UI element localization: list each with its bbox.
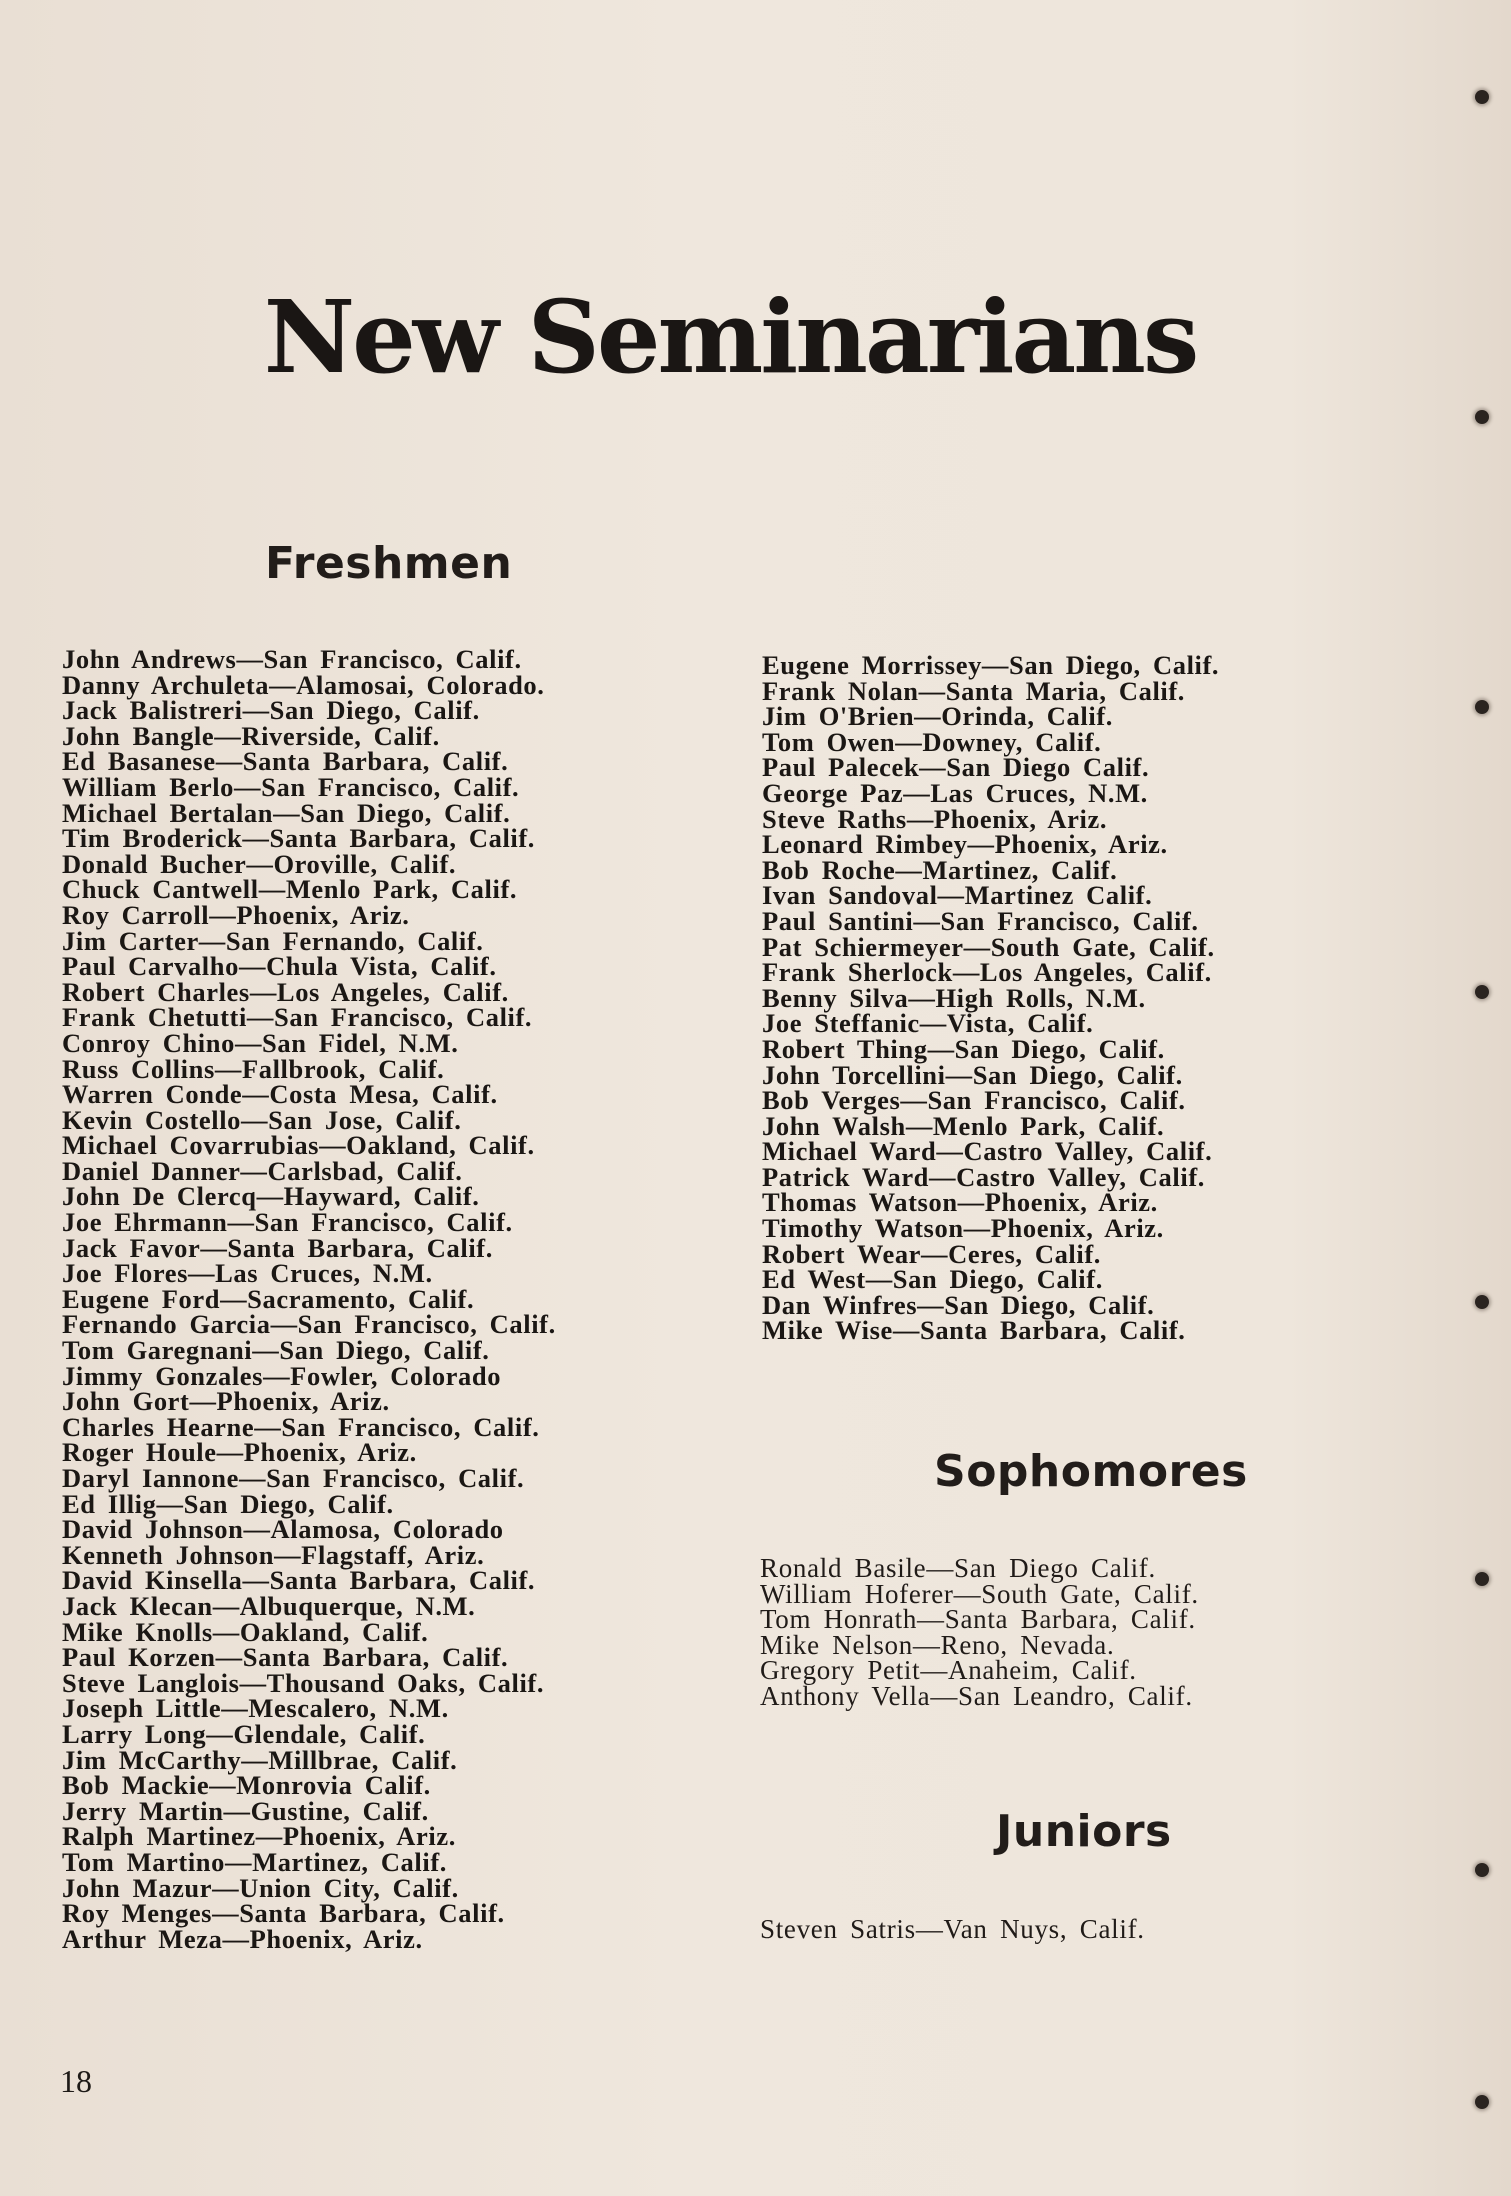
list-item: Joe Flores—Las Cruces, N.M. (62, 1258, 433, 1289)
binder-hole-icon (1475, 90, 1489, 104)
list-item: Paul Palecek—San Diego Calif. (762, 752, 1150, 783)
list-item: Bob Mackie—Monrovia Calif. (62, 1770, 431, 1801)
list-item: Ronald Basile—San Diego Calif. (760, 1553, 1156, 1583)
list-item: John Mazur—Union City, Calif. (62, 1872, 459, 1903)
list-item: Benny Silva—High Rolls, N.M. (762, 982, 1146, 1013)
list-item: Ed Basanese—Santa Barbara, Calif. (62, 746, 509, 777)
list-item: Robert Thing—San Diego, Calif. (762, 1033, 1165, 1064)
list-item: Daniel Danner—Carlsbad, Calif. (62, 1155, 463, 1186)
list-item: Warren Conde—Costa Mesa, Calif. (62, 1079, 498, 1110)
list-item: Paul Korzen—Santa Barbara, Calif. (62, 1642, 509, 1673)
list-item: Frank Chetutti—San Francisco, Calif. (62, 1002, 533, 1033)
list-item: Tim Broderick—Santa Barbara, Calif. (62, 823, 536, 854)
list-item: Jim O'Brien—Orinda, Calif. (762, 701, 1113, 732)
list-item: John Bangle—Riverside, Calif. (62, 720, 440, 751)
list-item: Donald Bucher—Oroville, Calif. (62, 848, 457, 879)
list-item: Danny Archuleta—Alamosai, Colorado. (62, 669, 545, 700)
list-item: Jimmy Gonzales—Fowler, Colorado (62, 1360, 502, 1391)
list-item: Jack Klecan—Albuquerque, N.M. (62, 1590, 476, 1621)
list-item: Timothy Watson—Phoenix, Ariz. (762, 1213, 1164, 1244)
list-item: Michael Bertalan—San Diego, Calif. (62, 797, 511, 828)
list-item: Mike Nelson—Reno, Nevada. (760, 1629, 1115, 1660)
list-item: Ralph Martinez—Phoenix, Ariz. (62, 1821, 456, 1852)
list-item: William Berlo—San Francisco, Calif. (62, 771, 520, 802)
page-number: 18 (60, 2063, 92, 2099)
list-item: Ed Illig—San Diego, Calif. (62, 1488, 394, 1519)
list-item: Gregory Petit—Anaheim, Calif. (760, 1655, 1137, 1686)
list-item: Jack Favor—Santa Barbara, Calif. (62, 1232, 493, 1263)
binder-hole-icon (1475, 700, 1489, 714)
juniors-heading: Juniors (996, 1806, 1172, 1857)
list-item: Joe Ehrmann—San Francisco, Calif. (62, 1207, 513, 1238)
list-item: Charles Hearne—San Francisco, Calif. (62, 1411, 540, 1442)
list-item: Steven Satris—Van Nuys, Calif. (760, 1914, 1145, 1944)
list-item: Tom Owen—Downey, Calif. (762, 726, 1102, 757)
list-item: Daryl Iannone—San Francisco, Calif. (62, 1463, 525, 1493)
list-item: Robert Charles—Los Angeles, Calif. (62, 976, 509, 1007)
binder-hole-icon (1475, 1295, 1489, 1309)
juniors-list (760, 1914, 1145, 1944)
list-item: Paul Santini—San Francisco, Calif. (762, 905, 1199, 936)
list-item: Leonard Rimbey—Phoenix, Ariz. (762, 829, 1168, 860)
list-item: John De Clercq—Hayward, Calif. (62, 1181, 480, 1212)
list-item: Jack Balistreri—San Diego, Calif. (62, 695, 480, 726)
list-item: Kenneth Johnson—Flagstaff, Ariz. (62, 1539, 485, 1570)
list-item: Patrick Ward—Castro Valley, Calif. (762, 1161, 1205, 1192)
list-item: Bob Verges—San Francisco, Calif. (762, 1085, 1186, 1116)
list-item: Jim McCarthy—Millbrae, Calif. (62, 1744, 458, 1775)
list-item: George Paz—Las Cruces, N.M. (762, 777, 1148, 808)
list-item: Bob Roche—Martinez, Calif. (762, 854, 1118, 885)
list-item: John Walsh—Menlo Park, Calif. (762, 1110, 1165, 1141)
list-item: Mike Knolls—Oakland, Calif. (62, 1616, 429, 1647)
list-item: Ed West—San Diego, Calif. (762, 1264, 1103, 1295)
list-item: Frank Sherlock—Los Angeles, Calif. (762, 957, 1212, 988)
list-item: Dan Winfres—San Diego, Calif. (762, 1289, 1155, 1320)
list-item: Tom Martino—Martinez, Calif. (62, 1846, 447, 1877)
list-item: David Kinsella—Santa Barbara, Calif. (62, 1565, 536, 1596)
list-item: William Hoferer—South Gate, Calif. (760, 1578, 1199, 1609)
list-item: Larry Long—Glendale, Calif. (62, 1718, 426, 1749)
list-item: Tom Honrath—Santa Barbara, Calif. (760, 1604, 1196, 1635)
binder-hole-icon (1475, 410, 1489, 424)
freshmen-list-right (762, 650, 1220, 1346)
list-item: Joseph Little—Mescalero, N.M. (62, 1693, 449, 1724)
sophomores-heading: Sophomores (934, 1446, 1248, 1497)
binder-hole-icon (1475, 1572, 1489, 1586)
binder-hole-icon (1475, 985, 1489, 999)
list-item: Mike Wise—Santa Barbara, Calif. (762, 1315, 1186, 1346)
binder-hole-icon (1475, 1863, 1489, 1877)
sophomores-list (760, 1553, 1199, 1711)
list-item: Paul Carvalho—Chula Vista, Calif. (62, 951, 497, 982)
freshmen-list-left (62, 644, 556, 1954)
list-item: Eugene Morrissey—San Diego, Calif. (762, 650, 1220, 680)
list-item: Tom Garegnani—San Diego, Calif. (62, 1335, 490, 1366)
list-item: Ivan Sandoval—Martinez Calif. (762, 880, 1153, 911)
list-item: Michael Covarrubias—Oakland, Calif. (62, 1130, 535, 1161)
list-item: John Gort—Phoenix, Ariz. (62, 1386, 390, 1417)
list-item: Kevin Costello—San Jose, Calif. (62, 1104, 462, 1135)
list-item: Russ Collins—Fallbrook, Calif. (62, 1053, 445, 1084)
list-item: Roy Menges—Santa Barbara, Calif. (62, 1898, 505, 1929)
binder-hole-icon (1475, 2095, 1489, 2109)
page-title: New Seminarians (263, 278, 1197, 396)
list-item: Frank Nolan—Santa Maria, Calif. (762, 675, 1186, 706)
list-item: Arthur Meza—Phoenix, Ariz. (62, 1923, 423, 1954)
binder-holes (1451, 0, 1511, 2196)
list-item: Jim Carter—San Fernando, Calif. (62, 925, 484, 956)
list-item: Pat Schiermeyer—South Gate, Calif. (762, 931, 1215, 962)
list-item: Joe Steffanic—Vista, Calif. (762, 1008, 1094, 1039)
freshmen-heading: Freshmen (265, 538, 513, 589)
list-item: John Torcellini—San Diego, Calif. (762, 1059, 1183, 1090)
list-item: John Andrews—San Francisco, Calif. (62, 644, 522, 674)
list-item: Conroy Chino—San Fidel, N.M. (62, 1027, 459, 1058)
list-item: Steve Langlois—Thousand Oaks, Calif. (62, 1667, 545, 1698)
list-item: Robert Wear—Ceres, Calif. (762, 1238, 1102, 1269)
list-item: Steve Raths—Phoenix, Ariz. (762, 803, 1108, 834)
list-item: David Johnson—Alamosa, Colorado (62, 1514, 504, 1545)
list-item: Roy Carroll—Phoenix, Ariz. (62, 899, 410, 930)
list-item: Chuck Cantwell—Menlo Park, Calif. (62, 874, 518, 905)
list-item: Eugene Ford—Sacramento, Calif. (62, 1283, 475, 1314)
list-item: Roger Houle—Phoenix, Ariz. (62, 1437, 417, 1468)
list-item: Anthony Vella—San Leandro, Calif. (760, 1680, 1193, 1711)
list-item: Jerry Martin—Gustine, Calif. (62, 1795, 429, 1826)
list-item: Thomas Watson—Phoenix, Ariz. (762, 1187, 1158, 1218)
list-item: Michael Ward—Castro Valley, Calif. (762, 1136, 1213, 1167)
list-item: Fernando Garcia—San Francisco, Calif. (62, 1309, 556, 1340)
